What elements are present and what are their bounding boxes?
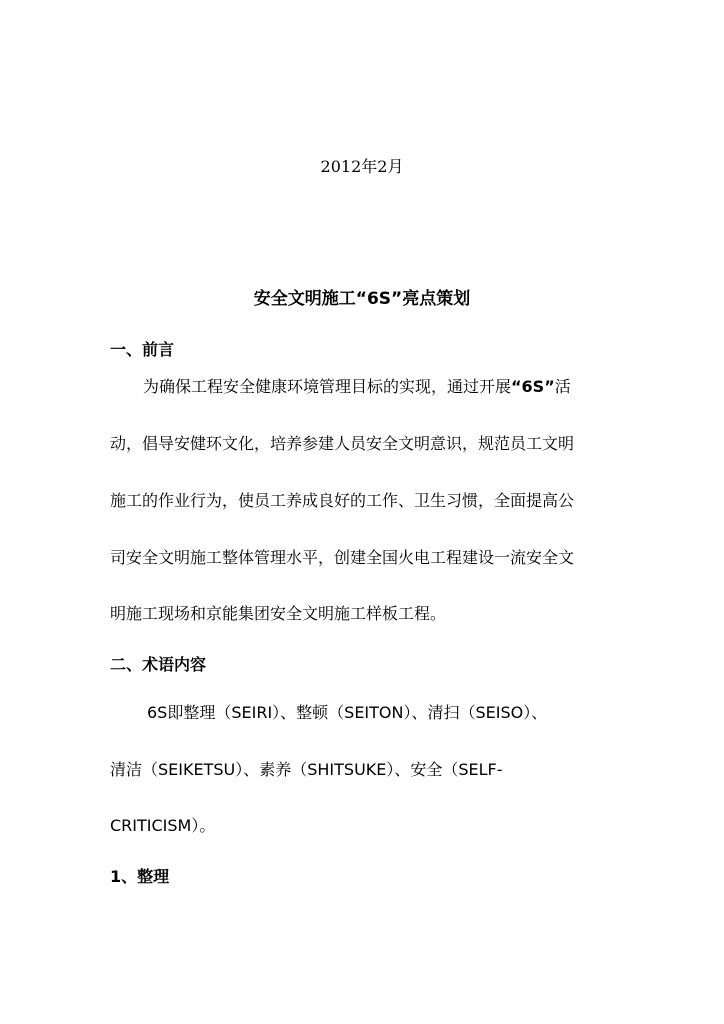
preface-line-1-text: 为确保工程安全健康环境管理目标的实现，通过开展	[143, 377, 512, 396]
preface-line-2: 动，倡导安健环文化，培养参建人员安全文明意识，规范员工文明	[110, 434, 575, 453]
document-title: 安全文明施工“6S”亮点策划	[253, 289, 471, 309]
section-heading-preface: 一、前言	[110, 340, 175, 359]
preface-line-1-quote: “6S”	[511, 377, 555, 396]
terms-line-2: 清洁（SEIKETSU）、素养（SHITSUKE）、安全（SELF-	[110, 760, 503, 779]
preface-line-1	[143, 374, 571, 397]
document-date: 2012年2月	[320, 157, 404, 176]
terms-line-1: 6S即整理（SEIRI）、整顿（SEITON）、清扫（SEISO）、	[147, 703, 548, 722]
preface-line-3: 施工的作业行为，使员工养成良好的工作、卫生习惯，全面提高公	[110, 491, 575, 510]
terms-line-3: CRITICISM）。	[110, 816, 216, 835]
preface-line-4: 司安全文明施工整体管理水平，创建全国火电工程建设一流安全文	[110, 548, 575, 567]
section-heading-terms: 二、术语内容	[110, 655, 207, 674]
preface-line-5: 明施工现场和京能集团安全文明施工样板工程。	[110, 604, 447, 623]
preface-line-1-tail: 活	[554, 377, 571, 396]
subsection-heading-seiri: 1、整理	[110, 867, 170, 886]
